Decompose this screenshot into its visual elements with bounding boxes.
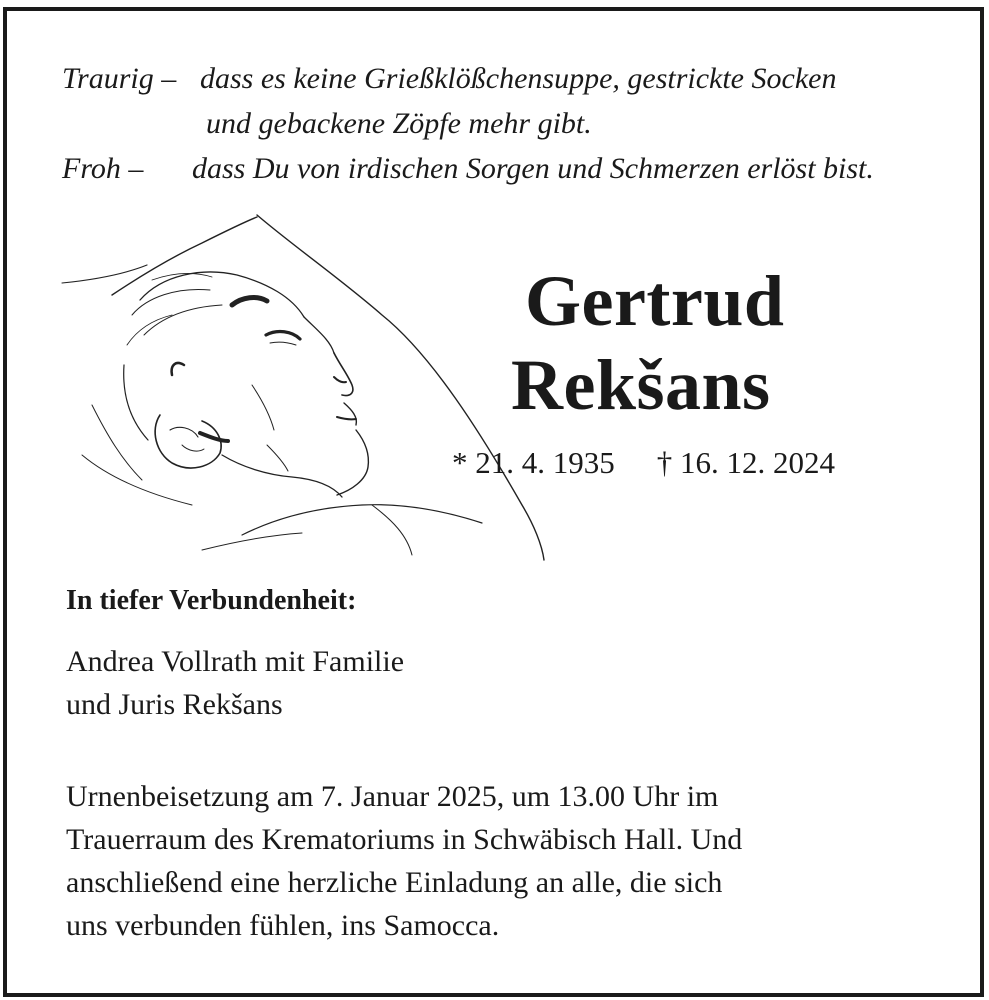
mourners-heading: In tiefer Verbundenheit:	[66, 585, 357, 616]
mourner-line-1: Andrea Vollrath mit Familie	[66, 645, 405, 678]
mourners-list	[66, 640, 404, 726]
poem-line-3	[62, 146, 942, 191]
poem-line-3-text: dass Du von irdischen Sorgen und Schmerzen erlöst bist.	[192, 152, 874, 185]
poem	[62, 56, 942, 191]
mourner-line-2: und Juris Rekšans	[66, 688, 283, 721]
birth-date: * 21. 4. 1935	[452, 445, 615, 480]
ceremony-line-1: Urnenbeisetzung am 7. Januar 2025, um 13.00 Uhr im	[66, 780, 719, 813]
life-dates	[452, 445, 835, 481]
deceased-last-name: Rekšans	[511, 345, 771, 425]
poem-line-1-lead: Traurig –	[62, 62, 177, 95]
poem-line-1-text: dass es keine Grießklößchensuppe, gestrickte Socken	[200, 62, 837, 95]
deceased-first-name: Gertrud	[525, 261, 785, 341]
death-date: † 16. 12. 2024	[656, 445, 835, 480]
ceremony-line-2: Trauerraum des Krematoriums in Schwäbisch Hall. Und	[66, 823, 743, 856]
poem-line-2	[62, 101, 942, 146]
portrait-sketch-illustration	[52, 205, 552, 565]
ceremony-line-3: anschließend eine herzliche Einladung an alle, die sich	[66, 866, 723, 899]
poem-line-1	[62, 56, 942, 101]
poem-line-3-lead: Froh –	[62, 152, 144, 185]
poem-line-2-text: und gebackene Zöpfe mehr gibt.	[206, 107, 592, 140]
ceremony-info	[66, 775, 936, 947]
ceremony-line-4: uns verbunden fühlen, ins Samocca.	[66, 909, 500, 942]
